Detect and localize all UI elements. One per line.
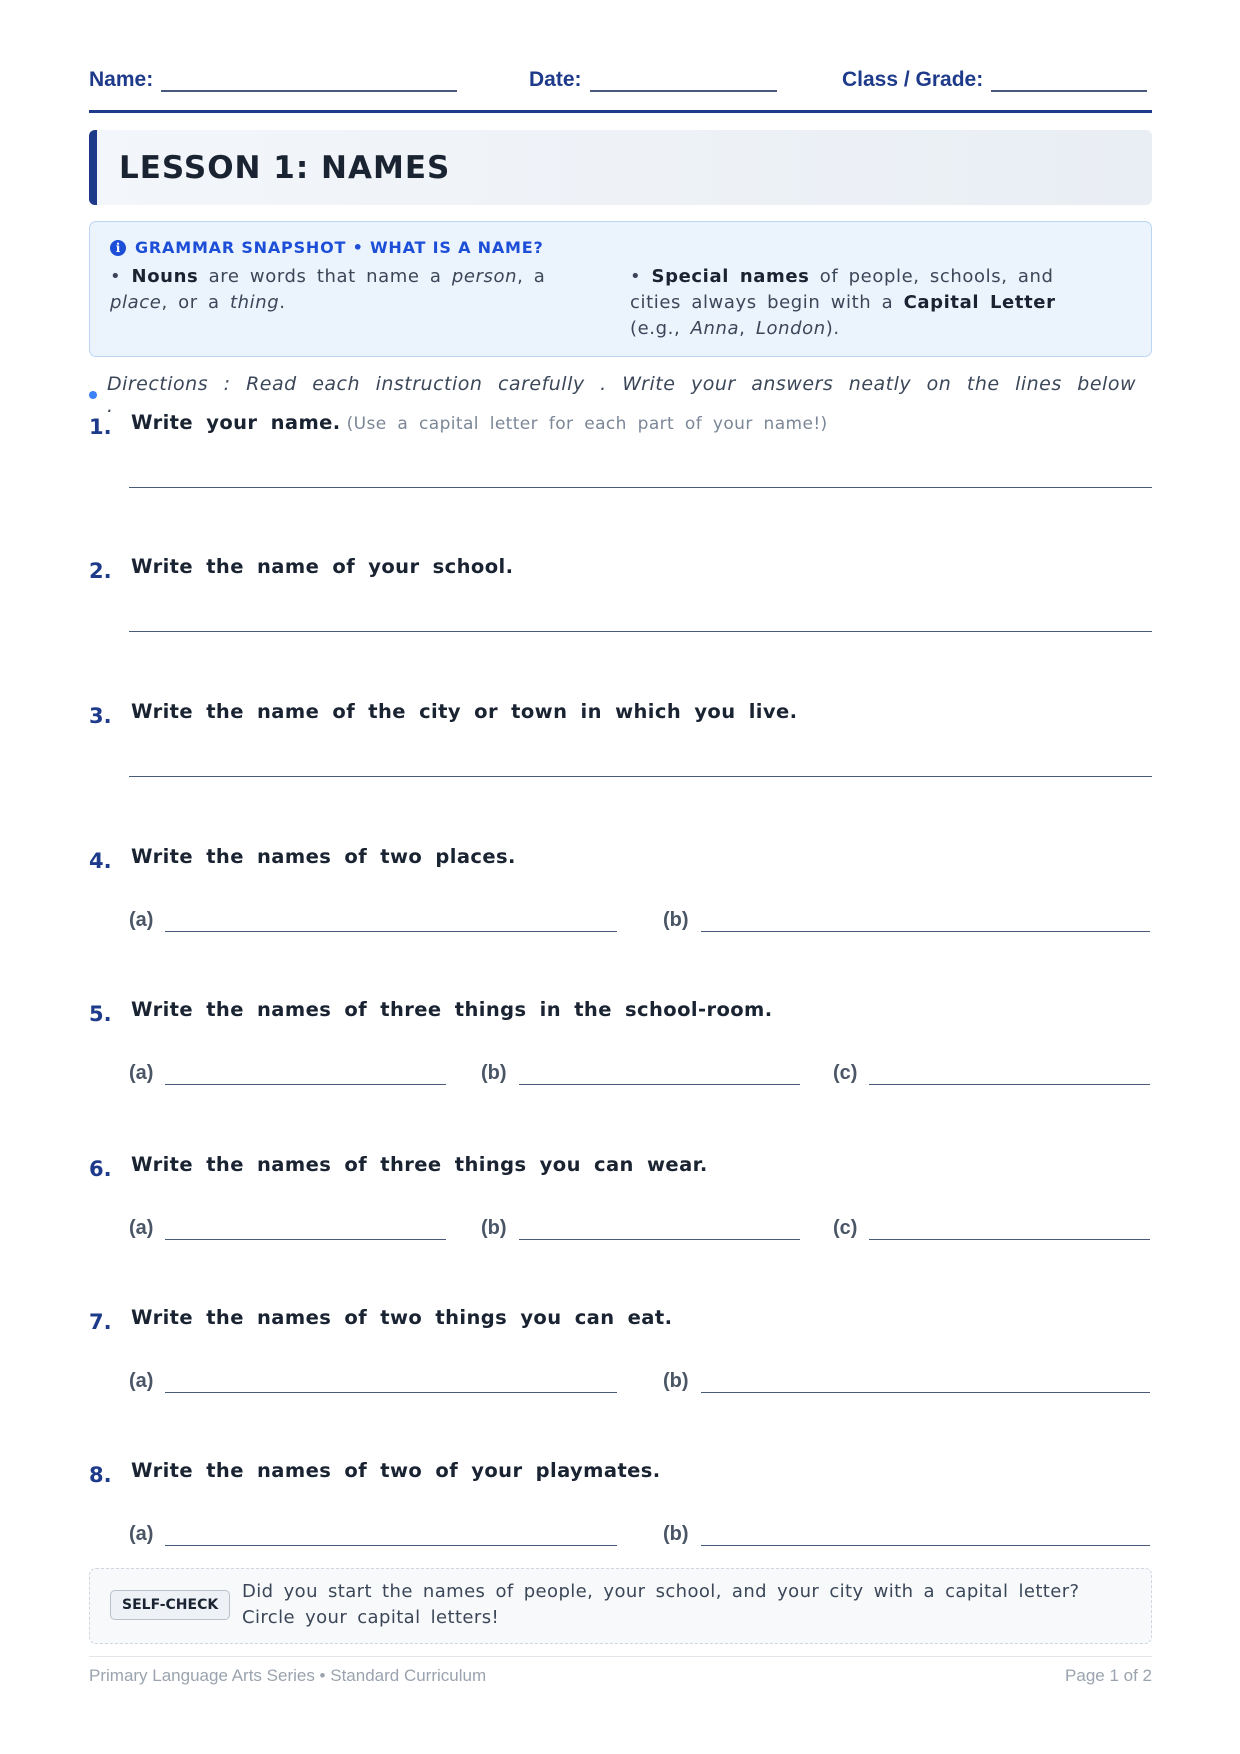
date-line[interactable] (590, 68, 777, 92)
question-number: 1. (89, 415, 112, 439)
answer-c: (c) (833, 1217, 1150, 1240)
bullet-dot-icon (89, 391, 97, 399)
answer-line[interactable] (869, 1066, 1150, 1085)
grammar-title: GRAMMAR SNAPSHOT • WHAT IS A NAME? (135, 238, 544, 257)
self-check-badge: SELF-CHECK (110, 1590, 230, 1620)
answer-line[interactable] (165, 1066, 446, 1085)
term-nouns: Nouns (131, 266, 199, 287)
answer-line[interactable] (519, 1066, 800, 1085)
info-icon: i (110, 240, 126, 256)
answer-a: (a) (129, 1370, 617, 1393)
answer-line[interactable] (869, 1221, 1150, 1240)
lesson-title: LESSON 1: NAMES (119, 150, 451, 186)
worksheet-page (89, 0, 1152, 1754)
date-field (529, 68, 777, 92)
answer-a: (a) (129, 1062, 446, 1085)
answer-line[interactable] (165, 1374, 617, 1393)
name-label: Name: (89, 68, 154, 91)
answer-b: (b) (663, 909, 1150, 932)
question-text: Write the names of two things you can eat. (131, 1306, 673, 1329)
answer-b: (b) (663, 1523, 1150, 1546)
question-text: Write the names of two of your playmates. (131, 1459, 661, 1482)
term-special-names: Special names (651, 266, 810, 287)
class-label: Class / Grade: (842, 68, 984, 91)
name-field (89, 68, 457, 92)
answer-line[interactable] (129, 487, 1152, 488)
class-field (842, 68, 1147, 92)
student-info-fields (89, 68, 1152, 114)
self-check-box (89, 1568, 1152, 1644)
question-hint: (Use a capital letter for each part of your name!) (346, 414, 828, 434)
grammar-special-names-note: • Special names of people, schools, and cities always begin with a Capital Letter (e.g., Anna, London). (630, 266, 1056, 339)
grammar-snapshot-box (89, 221, 1152, 357)
page-number: Page 1 of 2 (1065, 1666, 1152, 1685)
footer-divider (89, 1656, 1152, 1657)
name-line[interactable] (161, 68, 457, 92)
directions-text: Directions : Read each instruction carefully . Write your answers neatly on the lines below . (106, 373, 1137, 417)
lesson-title-bar (89, 130, 1152, 205)
answer-line[interactable] (519, 1221, 800, 1240)
question-text: Write the names of three things you can wear. (131, 1153, 708, 1176)
question-number: 7. (89, 1310, 112, 1334)
answer-a: (a) (129, 1217, 446, 1240)
question-text: Write the name of your school. (131, 555, 514, 578)
answer-b: (b) (481, 1217, 800, 1240)
question-text: Write the names of three things in the school-room. (131, 998, 773, 1021)
answer-c: (c) (833, 1062, 1150, 1085)
question-number: 3. (89, 704, 112, 728)
series-credit: Primary Language Arts Series • Standard Curriculum (89, 1666, 487, 1685)
question-text: Write your name. (Use a capital letter for each part of your name!) (131, 411, 828, 434)
answer-line[interactable] (129, 631, 1152, 632)
question-number: 5. (89, 1002, 112, 1026)
answer-line[interactable] (701, 913, 1150, 932)
question-number: 6. (89, 1157, 112, 1181)
grammar-nouns-note: • Nouns are words that name a person, a place, or a thing. (110, 266, 546, 313)
term-capital-letter: Capital Letter (903, 292, 1056, 313)
answer-line[interactable] (165, 1221, 446, 1240)
answer-a: (a) (129, 1523, 617, 1546)
answer-b: (b) (481, 1062, 800, 1085)
answer-a: (a) (129, 909, 617, 932)
question-text: Write the names of two places. (131, 845, 516, 868)
answer-line[interactable] (701, 1374, 1150, 1393)
class-line[interactable] (991, 68, 1147, 92)
answer-line[interactable] (701, 1527, 1150, 1546)
answer-b: (b) (663, 1370, 1150, 1393)
question-number: 8. (89, 1463, 112, 1487)
answer-line[interactable] (165, 1527, 617, 1546)
question-text: Write the name of the city or town in which you live. (131, 700, 798, 723)
grammar-heading (110, 238, 544, 257)
question-number: 4. (89, 849, 112, 873)
question-number: 2. (89, 559, 112, 583)
answer-line[interactable] (129, 776, 1152, 777)
date-label: Date: (529, 68, 582, 91)
answer-line[interactable] (165, 913, 617, 932)
header-divider (89, 110, 1152, 113)
self-check-text: Did you start the names of people, your school, and your city with a capital letter? Circle your capital letters! (242, 1581, 1080, 1628)
